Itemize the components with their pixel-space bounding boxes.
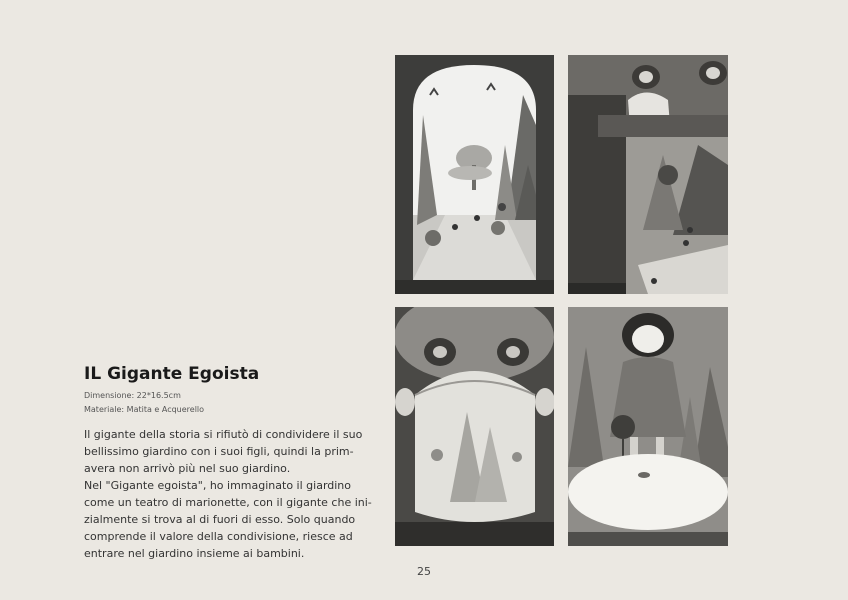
description-line: comprende il valore della condivisione, riesce ad xyxy=(84,530,353,543)
artwork-dimension: Dimensione: 22*16.5cm xyxy=(84,391,181,400)
artwork-description xyxy=(84,426,372,562)
description-line: bellissimo giardino con i suoi figli, quindi la prim- xyxy=(84,445,354,458)
artwork-text xyxy=(84,363,372,562)
description-line: Il gigante della storia si rifiutò di condividere il suo xyxy=(84,428,363,441)
illustration-girl-forest xyxy=(568,307,728,546)
artwork-title: IL Gigante Egoista xyxy=(84,364,260,384)
artwork-material: Materiale: Matita e Acquerello xyxy=(84,405,205,414)
description-line: Nel "Gigante egoista", ho immaginato il giardino xyxy=(84,479,352,492)
illustration-giant-dome xyxy=(395,307,554,546)
description-line: come un teatro di marionette, con il gigante che ini- xyxy=(84,496,372,509)
description-line: entrare nel giardino insieme ai bambini. xyxy=(84,547,305,560)
page-number: 25 xyxy=(417,565,431,578)
description-line: zialmente si trova al di fuori di esso. Solo quando xyxy=(84,513,356,526)
illustration-garden-arch xyxy=(395,55,554,294)
description-line: avera non arrivò più nel suo giardino. xyxy=(84,462,291,475)
illustration-giant-peering xyxy=(568,55,728,294)
